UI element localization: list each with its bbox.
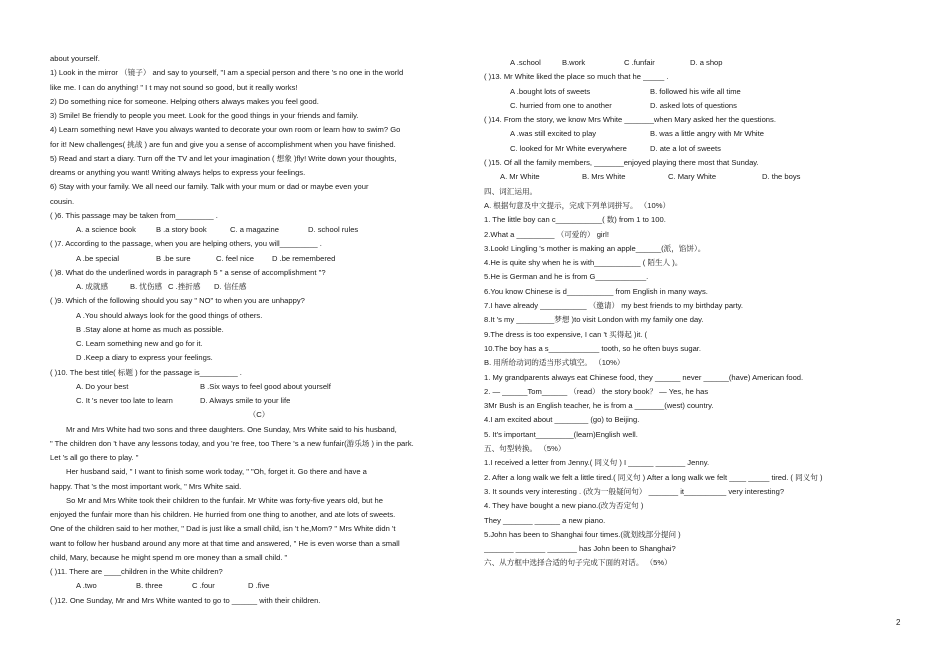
option-b: B .Six ways to feel good about yourself (200, 381, 331, 391)
option-c: C. looked for Mr White everywhere (510, 143, 627, 153)
option-b: B.work (562, 58, 586, 67)
option-d: D .five (248, 581, 270, 591)
options-14b (484, 142, 884, 156)
option-d: D .be remembered (272, 253, 336, 263)
option-d: D. Always smile to your life (200, 396, 291, 405)
passage-line: Let 's all go there to play. " (50, 453, 139, 462)
section-c-heading: （C） (248, 410, 270, 420)
options-10b (50, 394, 468, 408)
section-heading: 五、句型转换。 （5%） (484, 444, 566, 454)
passage-line: child, Mary, because he might spend m ore money than a small child. " (50, 552, 288, 562)
transform-item: 5.John has been to Shanghai four times.(就划线部分提问 ) (484, 529, 681, 539)
section-heading: 六、从方框中选择合适的句子完成下面的对话。 （5%） (484, 558, 672, 568)
option-b: B. 忧伤感 (130, 282, 163, 291)
passage-line: " The children don 't have any lessons today, and you 're free, too There 's a new funfair(游乐场 ) in the park. (50, 438, 414, 448)
passage-line: 2) Do something nice for someone. Helping others always makes you feel good. (50, 96, 319, 106)
options-15 (484, 170, 884, 184)
option-c: C .four (192, 581, 215, 591)
option-b: B .be sure (156, 253, 191, 263)
option-d: D. ate a lot of sweets (650, 143, 721, 153)
options-12 (484, 56, 884, 70)
passage-line: 1) Look in the mirror （镜子） and say to yourself, "I am a special person and there 's no one in the world (50, 68, 404, 78)
options-7 (50, 252, 468, 266)
option-c: C .funfair (624, 58, 655, 67)
question-7: ( )7. According to the passage, when you are helping others, you will_________ . (50, 239, 322, 249)
option-d: D. 信任感 (214, 282, 247, 291)
option-a: A. Mr White (500, 172, 540, 182)
vocab-item: 7.I have already ___________ （邀请） my best friends to my birthday party. (484, 301, 744, 311)
vocab-item: 8.It 's my _________梦想 )to visit London with my family one day. (484, 315, 704, 325)
options-8 (50, 280, 468, 294)
option-c: C. Mary White (668, 172, 717, 182)
passage-line: Her husband said, " I want to finish some work today, " "Oh, forget it. Go there and have a (66, 467, 367, 477)
vocab-item: 10.The boy has a s____________ tooth, so he often buys sugar. (484, 343, 702, 353)
right-column (484, 56, 884, 571)
vocab-item: 9.The dress is too expensive, I can 't 买得起 )it. ( (484, 329, 648, 339)
option-b: B .Stay alone at home as much as possible. (76, 324, 224, 334)
passage-line: like me. I can do anything! " I t may not sound so good, but it really works! (50, 82, 298, 92)
option-b: B. followed his wife all time (650, 86, 741, 96)
option-c: C. hurried from one to another (510, 100, 612, 110)
options-14a (484, 127, 884, 141)
option-a: A .school (510, 58, 541, 67)
option-a: A. a science book (76, 225, 136, 234)
section-heading: 四、词汇运用。 (484, 186, 538, 196)
option-b: B .a story book (156, 225, 207, 234)
transform-item: 1.I received a letter from Jenny.( 同义句 ) I ______ _______ Jenny. (484, 458, 710, 468)
vocab-item: 5.He is German and he is from G____________. (484, 272, 649, 282)
question-11: ( )11. There are ____children in the White children? (50, 567, 223, 576)
transform-item: They _______ ______ a new piano. (484, 515, 606, 525)
option-c: C. Learn something new and go for it. (76, 339, 203, 348)
options-13a (484, 85, 884, 99)
question-10: ( )10. The best title( 标题 ) for the passage is_________ . (50, 367, 242, 377)
option-d: D. a shop (690, 58, 723, 67)
option-c: C .挫折感 (168, 282, 201, 291)
passage-line: 3) Smile! Be friendly to people you meet. Look for the good things in your friends and family. (50, 111, 359, 120)
page-number: 2 (896, 618, 901, 627)
verb-item: 4.I am excited about ________ (go) to Beijing. (484, 415, 640, 425)
passage-line: dreams or anything you want! Writing always helps to express your feelings. (50, 168, 306, 177)
question-8: ( )8. What do the underlined words in paragraph 5 " a sense of accomplishment "? (50, 267, 326, 277)
passage-line: cousin. (50, 196, 75, 206)
section-subheading: A. 根据句意及中文提示，完成下列单词拼写。 （10%） (484, 200, 671, 210)
question-15: ( )15. Of all the family members, _______enjoyed playing there most that Sunday. (484, 158, 759, 168)
passage-line: 6) Stay with your family. We all need our family. Talk with your mum or dad or maybe even your (50, 182, 369, 192)
passage-line: Mr and Mrs White had two sons and three daughters. One Sunday, Mrs White said to his husband, (66, 424, 397, 434)
question-12: ( )12. One Sunday, Mr and Mrs White wanted to go to ______ with their children. (50, 595, 321, 605)
option-b: B. three (136, 581, 163, 591)
verb-item: 3Mr Bush is an English teacher, he is from a _______(west) country. (484, 401, 714, 411)
verb-item: 1. My grandparents always eat Chinese food, they ______ never ______(have) American food. (484, 372, 804, 382)
option-a: A .two (76, 581, 97, 591)
option-b: B. Mrs White (582, 172, 626, 182)
option-d: D .Keep a diary to express your feelings. (76, 353, 213, 363)
option-a: A .was still excited to play (510, 129, 597, 139)
left-column (50, 52, 468, 608)
transform-item: _______ _______ _______ has John been to Shanghai? (484, 544, 676, 554)
question-9: ( )9. Which of the following should you say " NO" to when you are unhappy? (50, 296, 305, 306)
option-a: A .You should always look for the good things of others. (76, 310, 263, 320)
passage-line: about yourself. (50, 54, 100, 63)
option-c: C. It 's never too late to learn (76, 396, 173, 405)
passage-line: 5) Read and start a diary. Turn off the TV and let your imagination ( 想象 )fly! Write down your thoughts, (50, 153, 397, 163)
option-a: A .be special (76, 253, 120, 263)
option-d: D. asked lots of questions (650, 100, 737, 110)
passage-line: 4) Learn something new! Have you always wanted to decorate your own room or learn how to swim? Go (50, 125, 401, 135)
vocab-item: 4.He is quite shy when he is with___________ ( 陌生人 )。 (484, 258, 683, 268)
option-a: A .bought lots of sweets (510, 86, 591, 96)
option-c: C. feel nice (216, 253, 254, 263)
option-d: D. the boys (762, 172, 801, 182)
vocab-item: 3.Look! Lingling 's mother is making an apple______(派，馅饼）。 (484, 243, 706, 253)
vocab-item: 1. The little boy can c___________( 数) from 1 to 100. (484, 215, 666, 225)
vocab-item: 6.You know Chinese is d___________ from English in many ways. (484, 286, 708, 296)
question-6: ( )6. This passage may be taken from_________ . (50, 210, 218, 220)
verb-item: 2. — ______Tom______ （read） the story book？ — Yes, he has (484, 386, 709, 396)
passage-line: happy. That 's the most important work, " Mrs White said. (50, 481, 242, 491)
transform-item: 2. After a long walk we felt a little tired.( 同义句 ) After a long walk we felt ____ _____ tired. ( 同义句 ) (484, 472, 823, 482)
options-11 (50, 579, 468, 593)
passage-line: So Mr and Mrs White took their children to the funfair. Mr White was forty-five years old, but he (66, 495, 383, 505)
transform-item: 4. They have bought a new piano.(改为否定句 ) (484, 501, 644, 511)
option-c: C. a magazine (230, 225, 279, 234)
option-a: A. Do your best (76, 381, 129, 391)
section-subheading: B. 用所给动词的适当形式填空。 （10%） (484, 358, 625, 368)
vocab-item: 2.What a _________ （可爱的） girl! (484, 229, 609, 239)
transform-item: 3. It sounds very interesting . (改为一般疑问句） _______ it__________ very interesting? (484, 486, 785, 496)
options-10a (50, 380, 468, 394)
verb-item: 5. It's important_________(learn)English well. (484, 429, 638, 439)
passage-line: One of the children said to her mother, " Dad is just like a small child, isn 't he,Mom? " Mrs White didn 't (50, 524, 396, 534)
options-13b (484, 99, 884, 113)
question-14: ( )14. From the story, we know Mrs White _______when Mary asked her the questions. (484, 115, 776, 125)
option-b: B. was a little angry with Mr White (650, 129, 764, 139)
passage-line: want to follow her husband around any more at that time and answered, " He is even worse than a small (50, 538, 400, 548)
option-a: A. 成就感 (76, 282, 109, 291)
question-13: ( )13. Mr White liked the place so much that he _____ . (484, 72, 669, 82)
passage-line: for it! New challenges( 挑战 ) are fun and give you a sense of accomplishment when you have finished. (50, 139, 396, 149)
options-6 (50, 223, 468, 237)
option-d: D. school rules (308, 225, 359, 234)
passage-line: enjoyed the funfair more than his children. He hurried from one thing to another, and ate lots of sweets. (50, 510, 396, 519)
